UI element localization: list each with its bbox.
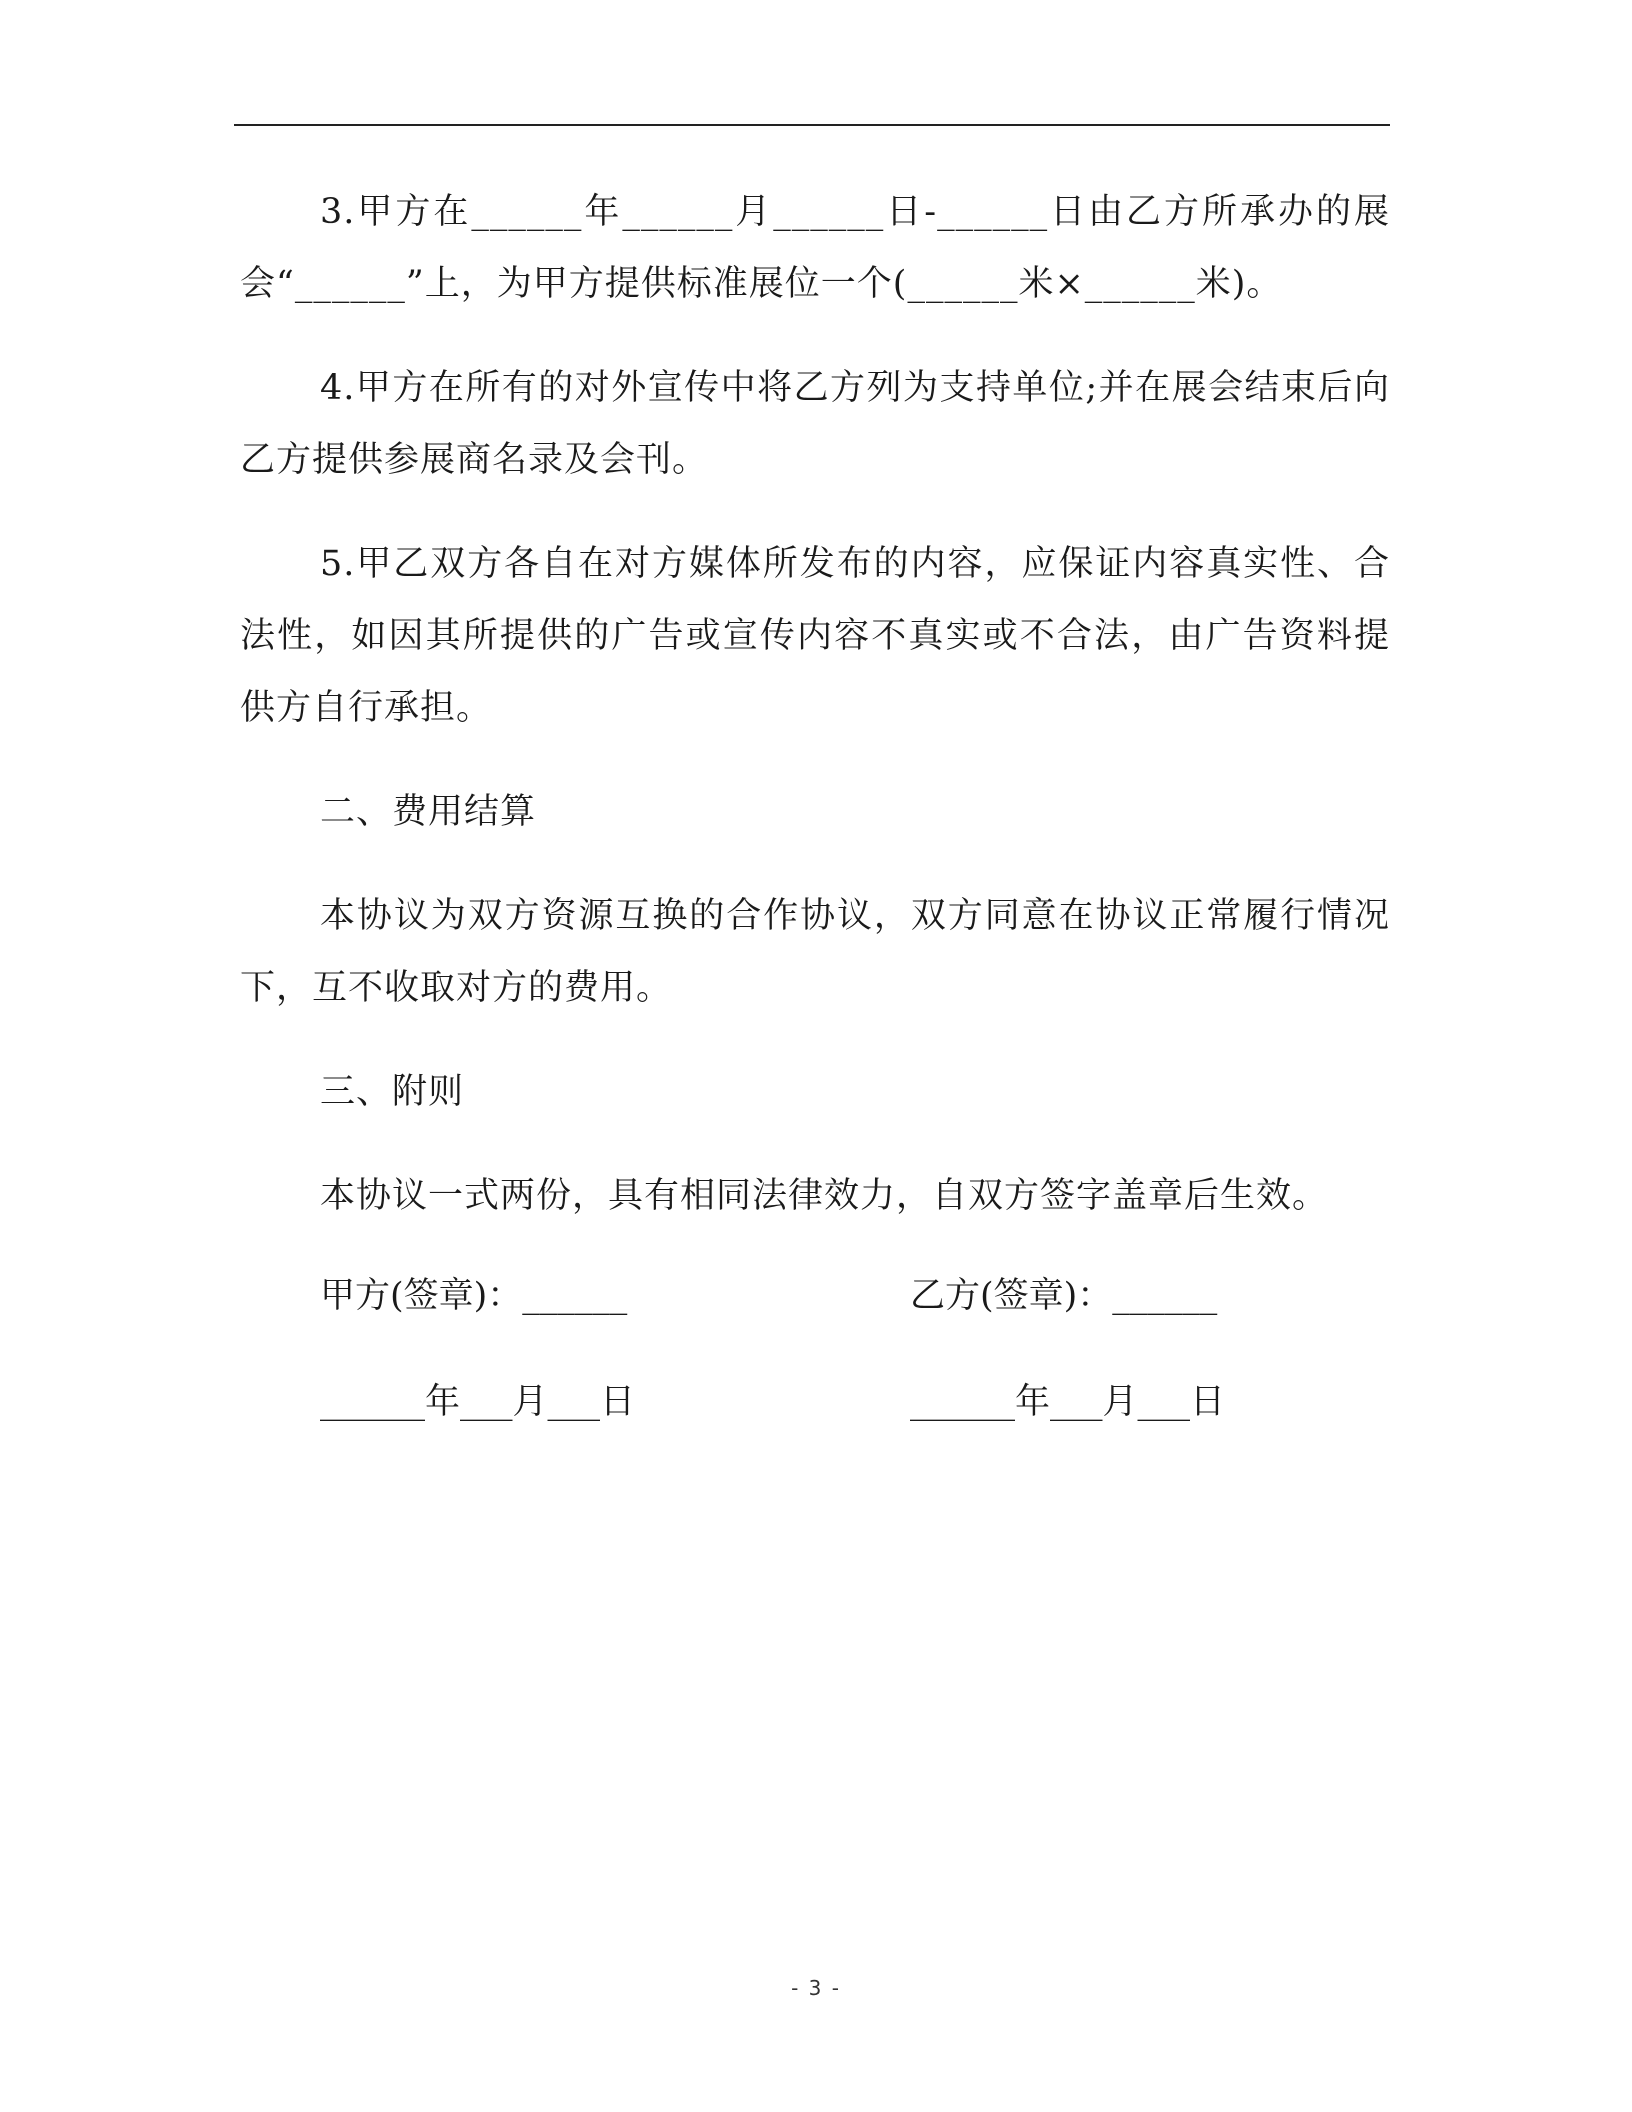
page-number: - 3 -	[791, 1976, 841, 2000]
section-heading-annex: 三、附则	[320, 1072, 465, 1112]
section-heading-fees: 二、费用结算	[320, 792, 537, 832]
party-b-signature: 乙方(签章)：______	[910, 1276, 1218, 1316]
fee-paragraph: 本协议为双方资源互换的合作协议，双方同意在协议正常履行情况下，互不收取对方的费用。	[240, 896, 1390, 1008]
party-a-signature: 甲方(签章)：______	[320, 1276, 628, 1316]
party-a-date: ______年___月___日	[320, 1382, 636, 1422]
party-b-date: ______年___月___日	[910, 1382, 1226, 1422]
header-rule	[234, 124, 1390, 126]
document-body	[240, 176, 1390, 1232]
annex-paragraph: 本协议一式两份，具有相同法律效力，自双方签字盖章后生效。	[320, 1176, 1329, 1216]
clause-3: 3.甲方在______年______月______日-______日由乙方所承办的展会“______”上，为甲方提供标准展位一个(______米×______米)。	[240, 192, 1390, 304]
clause-5: 5.甲乙双方各自在对方媒体所发布的内容，应保证内容真实性、合法性，如因其所提供的广告或宣传内容不真实或不合法，由广告资料提供方自行承担。	[240, 544, 1390, 728]
clause-4: 4.甲方在所有的对外宣传中将乙方列为支持单位;并在展会结束后向乙方提供参展商名录及会刊。	[240, 368, 1390, 480]
